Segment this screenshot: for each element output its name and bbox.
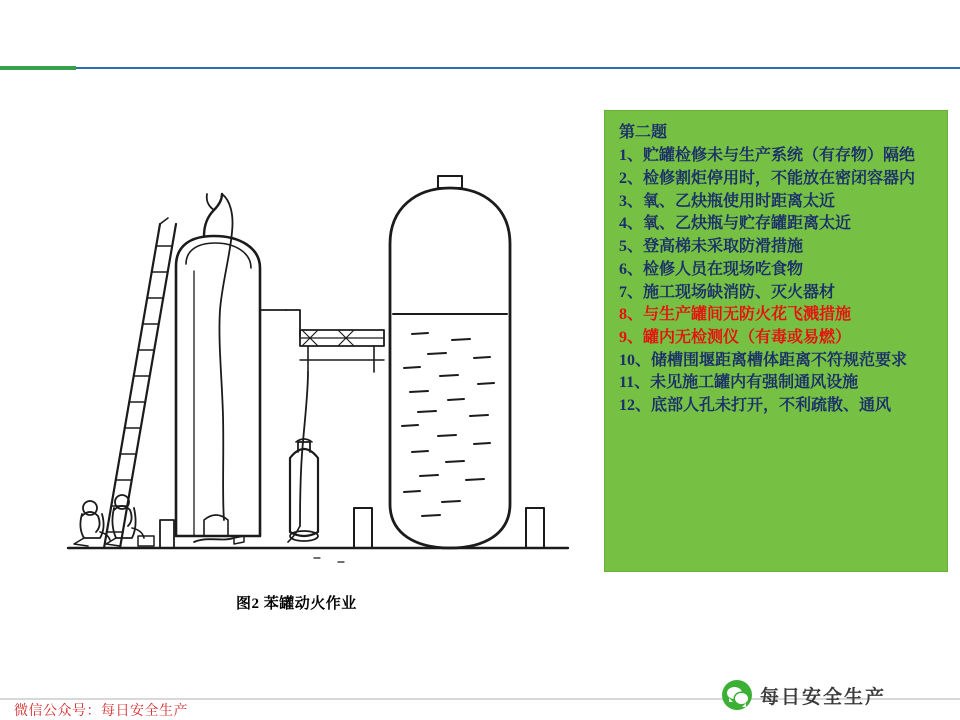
note-item-8: 8、与生产罐间无防火花飞溅措施: [619, 306, 852, 324]
note-item-4: 4、氧、乙炔瓶与贮存罐距离太近: [619, 215, 852, 233]
note-item-12: 12、底部人孔未打开，不利疏散、通风: [619, 397, 892, 415]
wechat-account-name: 每日安全生产: [760, 686, 887, 708]
note-item-6: 6、检修人员在现场吃食物: [619, 260, 804, 278]
header-divider: [0, 66, 960, 70]
benzene-tank-hot-work-illustration: [8, 96, 588, 616]
note-item-7: 7、施工现场缺消防、灭火器材: [619, 283, 836, 301]
note-item-3: 3、氧、乙炔瓶使用时距离太近: [619, 192, 836, 210]
note-item-2: 2、检修割炬停用时，不能放在密闭容器内: [619, 169, 916, 187]
answer-notes-panel: [604, 110, 948, 572]
notes-title: 第二题: [619, 124, 668, 141]
wechat-icon: [722, 680, 752, 710]
note-item-11: 11、未见施工罐内有强制通风设施: [619, 374, 859, 392]
footer-credit: 微信公众号：每日安全生产: [14, 704, 188, 719]
wechat-bubble-small: [735, 693, 748, 704]
header-divider-green: [0, 66, 76, 70]
header-divider-blue: [76, 67, 960, 69]
wechat-badge: [722, 680, 886, 710]
note-item-1: 1、贮罐检修未与生产系统（有存物）隔绝: [619, 147, 916, 165]
note-item-10: 10、储槽围堰距离槽体距离不符规范要求: [619, 351, 908, 369]
note-item-9: 9、罐内无检测仪（有毒或易燃）: [619, 328, 852, 346]
figure-caption: 图2 苯罐动火作业: [236, 596, 357, 612]
note-item-5: 5、登高梯未采取防滑措施: [619, 238, 804, 256]
